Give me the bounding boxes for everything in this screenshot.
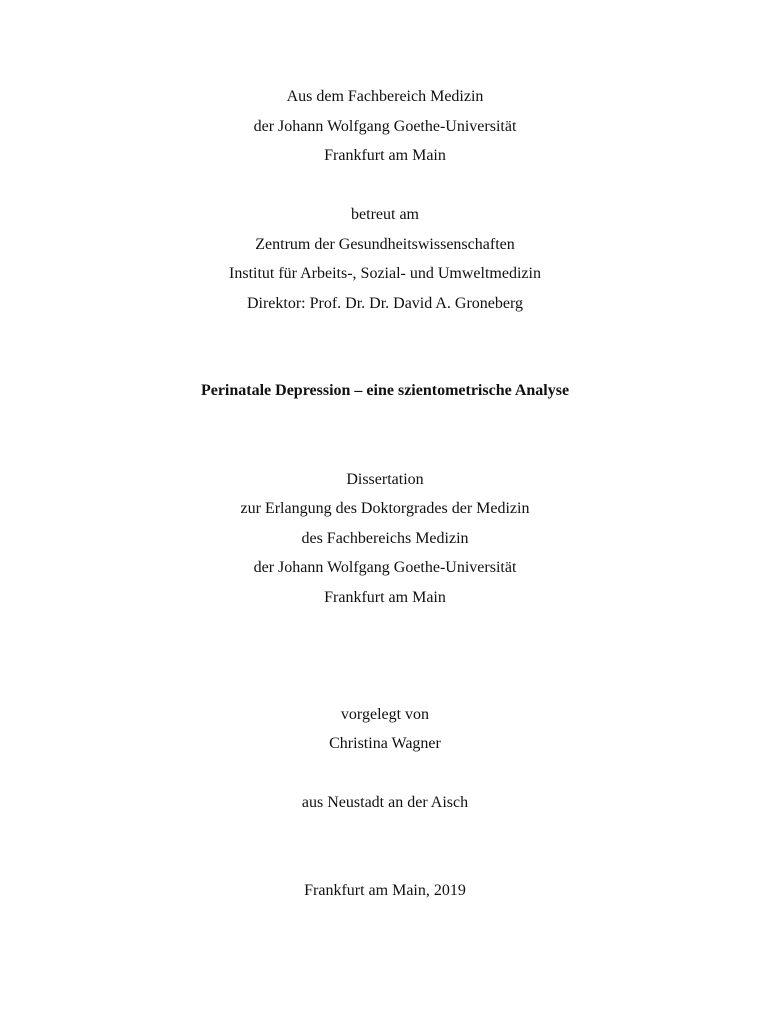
director-line: Direktor: Prof. Dr. Dr. David A. Groneberg [246, 295, 524, 312]
submitted-by-line: vorgelegt von [340, 706, 430, 723]
author-name: Christina Wagner [329, 735, 441, 752]
dissertation-label: Dissertation [346, 471, 424, 488]
degree-purpose-line: zur Erlangung des Doktorgrades der Medizin [240, 500, 530, 517]
author-origin: aus Neustadt an der Aisch [301, 794, 469, 811]
thesis-title: Perinatale Depression – eine szientometrische Analyse [200, 382, 570, 399]
university-line: der Johann Wolfgang Goethe-Universität [253, 118, 517, 135]
faculty-line: Aus dem Fachbereich Medizin [286, 88, 484, 105]
place-date: Frankfurt am Main, 2019 [304, 882, 466, 899]
city-line-2: Frankfurt am Main [324, 589, 446, 606]
city-line: Frankfurt am Main [324, 147, 446, 164]
center-line: Zentrum der Gesundheitswissenschaften [255, 236, 515, 253]
department-line: des Fachbereichs Medizin [301, 530, 469, 547]
supervised-at-line: betreut am [351, 206, 419, 223]
institute-line: Institut für Arbeits-, Sozial- und Umweltmedizin [229, 265, 541, 282]
university-line-2: der Johann Wolfgang Goethe-Universität [253, 559, 517, 576]
